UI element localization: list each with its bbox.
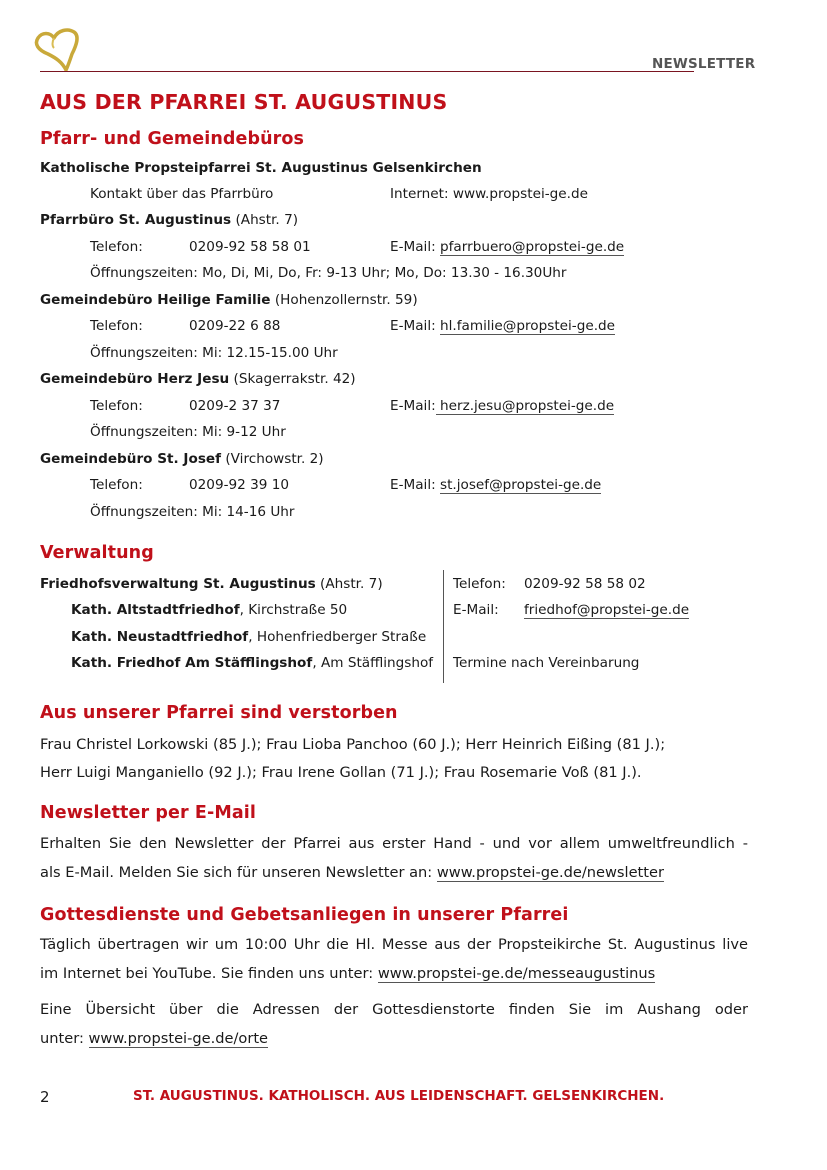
appointments-note: Termine nach Vereinbarung — [453, 655, 640, 671]
cemetery-item — [71, 600, 347, 620]
youtube-mass-link[interactable]: www.propstei-ge.de/messeaugustinus — [377, 965, 656, 982]
cemetery-item — [71, 627, 426, 647]
office-hours: Öffnungszeiten: Mi: 14-16 Uhr — [90, 504, 295, 520]
cemetery-name: Kath. Neustadtfriedhof — [71, 629, 249, 645]
deceased-heading: Aus unserer Pfarrei sind verstorben — [40, 703, 398, 723]
phone-label: Telefon: — [90, 239, 143, 255]
office-address: (Virchowstr. 2) — [221, 451, 324, 467]
phone-number: 0209-2 37 37 — [189, 398, 281, 414]
services-text: Eine Übersicht über die Adressen der Gottesdienstorte finden Sie im Aushang oder — [40, 1001, 748, 1018]
email-link[interactable]: herz.jesu@propstei-ge.de — [435, 398, 615, 414]
cemetery-address: , Hohenfriedberger Straße — [248, 629, 427, 645]
cemetery-name: Kath. Friedhof Am Stäfflingshof — [71, 655, 313, 671]
page-title: AUS DER PFARREI ST. AUGUSTINUS — [40, 90, 448, 114]
email-row — [390, 316, 615, 336]
office-hours: Öffnungszeiten: Mo, Di, Mi, Do, Fr: 9-13 Uhr; Mo, Do: 13.30 - 16.30Uhr — [90, 265, 567, 281]
cemetery-address: , Kirchstraße 50 — [239, 602, 348, 618]
heart-logo-icon — [32, 26, 92, 74]
email-link[interactable]: hl.familie@propstei-ge.de — [440, 318, 616, 334]
page-number: 2 — [40, 1088, 50, 1106]
phone-number: 0209-92 39 10 — [189, 477, 290, 493]
office-name: Gemeindebüro Heilige Familie — [40, 292, 271, 308]
newsletter-text: Erhalten Sie den Newsletter der Pfarrei aus erster Hand - und vor allem umweltfreundlich - — [40, 835, 748, 852]
phone-label: Telefon: — [90, 318, 143, 334]
internet-link[interactable]: www.propstei-ge.de — [452, 186, 588, 202]
office-title — [40, 290, 418, 310]
phone-number: 0209-92 58 58 01 — [189, 239, 311, 255]
parish-name: Katholische Propsteipfarrei St. Augustinus Gelsenkirchen — [40, 160, 482, 176]
newsletter-text — [40, 864, 664, 881]
services-text: Täglich übertragen wir um 10:00 Uhr die Hl. Messe aus der Propsteikirche St. Augustinus live — [40, 936, 748, 953]
services-text-prefix: unter: — [40, 1030, 89, 1047]
phone-number: 0209-92 58 58 02 — [524, 576, 646, 592]
email-link[interactable]: friedhof@propstei-ge.de — [524, 602, 690, 618]
cemetery-address: , Am Stäfflingshof — [312, 655, 434, 671]
office-address: (Hohenzollernstr. 59) — [270, 292, 418, 308]
locations-link[interactable]: www.propstei-ge.de/orte — [88, 1030, 269, 1047]
phone-label: Telefon: — [453, 576, 506, 592]
email-row — [390, 396, 614, 416]
email-label: E-Mail: — [453, 602, 499, 618]
newsletter-heading: Newsletter per E-Mail — [40, 803, 256, 823]
internet-label: Internet: — [390, 186, 453, 202]
email-wrap — [524, 600, 689, 620]
office-name: Gemeindebüro St. Josef — [40, 451, 222, 467]
email-label: E-Mail: — [390, 398, 436, 414]
email-link[interactable]: pfarrbuero@propstei-ge.de — [440, 239, 625, 255]
parish-contact: Kontakt über das Pfarrbüro — [90, 186, 274, 202]
cemetery-office-address: (Ahstr. 7) — [315, 576, 383, 592]
parish-internet — [390, 184, 588, 204]
cemetery-office-name: Friedhofsverwaltung St. Augustinus — [40, 576, 316, 592]
administration-heading: Verwaltung — [40, 543, 154, 563]
header-rule — [40, 71, 694, 72]
email-label: E-Mail: — [390, 239, 436, 255]
cemetery-item — [71, 653, 433, 673]
services-heading: Gottesdienste und Gebetsanliegen in unserer Pfarrei — [40, 905, 569, 925]
email-row — [390, 237, 624, 257]
office-name: Pfarrbüro St. Augustinus — [40, 212, 232, 228]
office-title — [40, 210, 298, 230]
deceased-line: Herr Luigi Manganiello (92 J.); Frau Irene Gollan (71 J.); Frau Rosemarie Voß (81 J.). — [40, 764, 642, 781]
email-label: E-Mail: — [390, 318, 436, 334]
services-text — [40, 965, 655, 982]
email-label: E-Mail: — [390, 477, 436, 493]
cemetery-name: Kath. Altstadtfriedhof — [71, 602, 240, 618]
office-title — [40, 449, 324, 469]
email-link[interactable]: st.josef@propstei-ge.de — [440, 477, 602, 493]
office-title — [40, 369, 356, 389]
phone-number: 0209-22 6 88 — [189, 318, 281, 334]
services-text — [40, 1030, 268, 1047]
office-name: Gemeindebüro Herz Jesu — [40, 371, 230, 387]
column-divider — [443, 570, 444, 683]
phone-label: Telefon: — [90, 477, 143, 493]
deceased-line: Frau Christel Lorkowski (85 J.); Frau Lioba Panchoo (60 J.); Herr Heinrich Eißing (81 J.); — [40, 736, 666, 753]
phone-label: Telefon: — [90, 398, 143, 414]
office-address: (Ahstr. 7) — [231, 212, 299, 228]
newsletter-text-prefix: als E-Mail. Melden Sie sich für unseren Newsletter an: — [40, 864, 437, 881]
office-hours: Öffnungszeiten: Mi: 9-12 Uhr — [90, 424, 286, 440]
services-text-prefix: im Internet bei YouTube. Sie finden uns unter: — [40, 965, 378, 982]
email-row — [390, 475, 601, 495]
footer-slogan: ST. AUGUSTINUS. KATHOLISCH. AUS LEIDENSCHAFT. GELSENKIRCHEN. — [133, 1088, 665, 1104]
office-hours: Öffnungszeiten: Mi: 12.15-15.00 Uhr — [90, 345, 338, 361]
newsletter-link[interactable]: www.propstei-ge.de/newsletter — [436, 864, 664, 881]
offices-heading: Pfarr- und Gemeindebüros — [40, 129, 305, 149]
office-address: (Skagerrakstr. 42) — [229, 371, 356, 387]
cemetery-office — [40, 574, 383, 594]
newsletter-label: NEWSLETTER — [652, 56, 756, 72]
